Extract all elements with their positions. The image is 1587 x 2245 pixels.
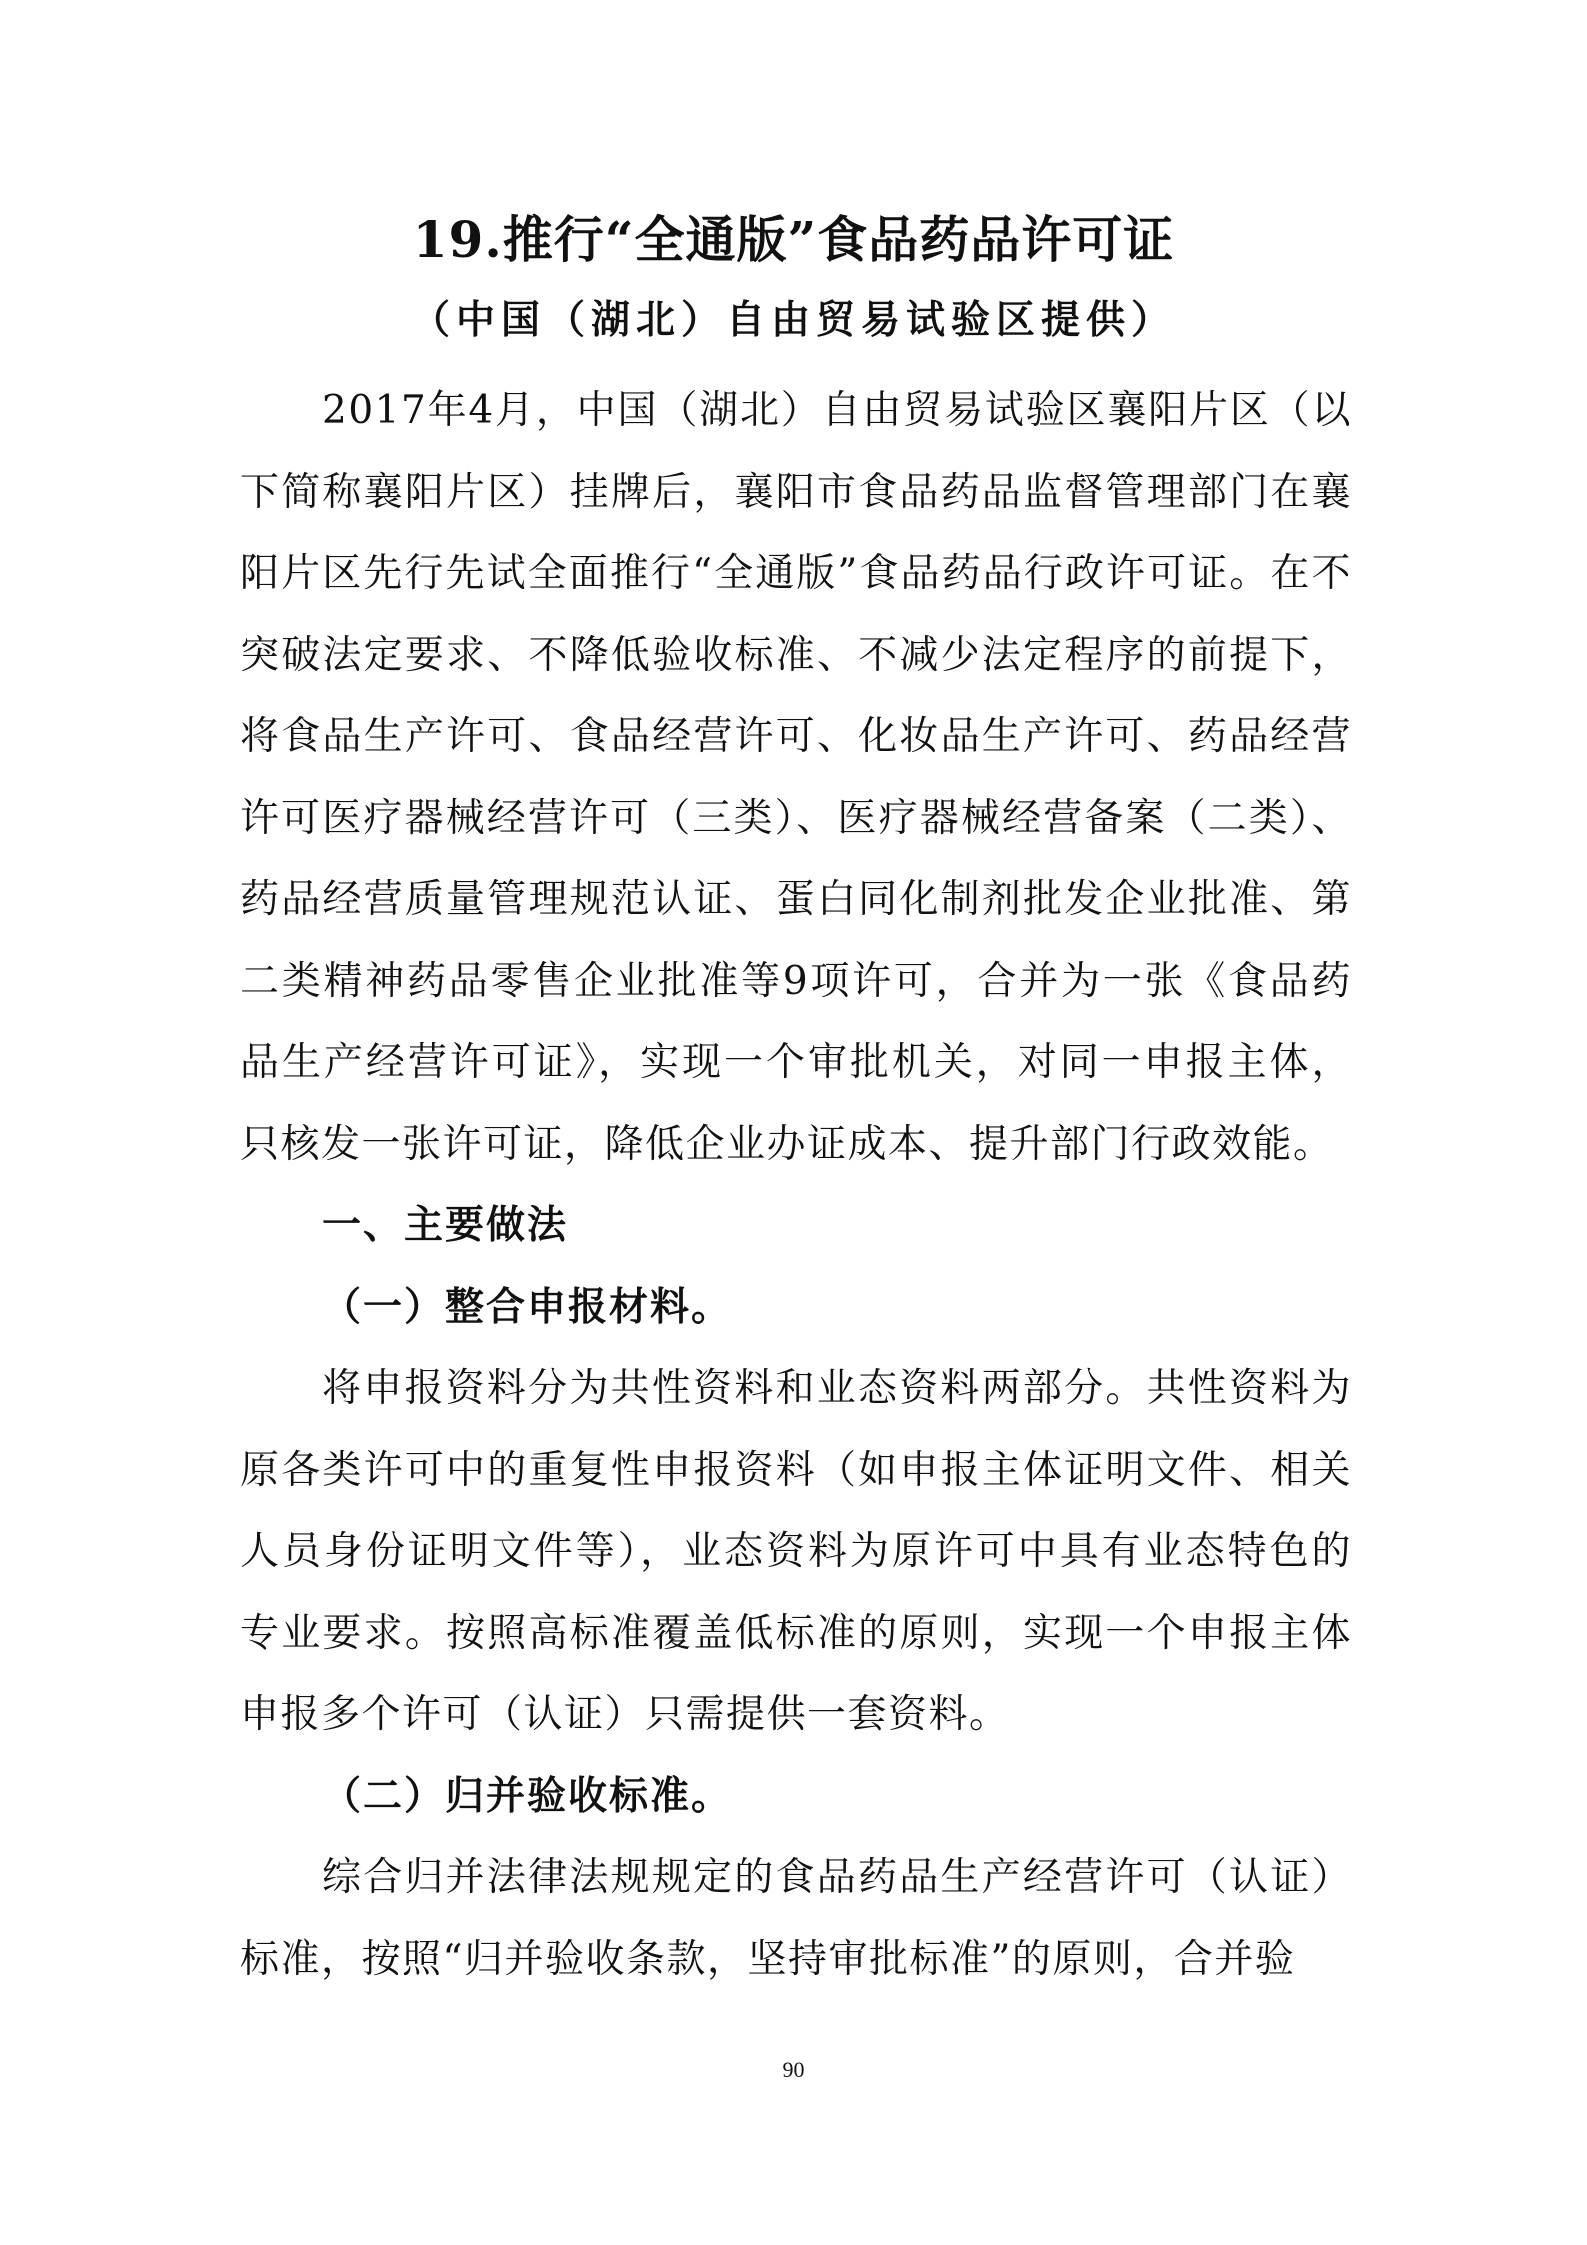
intro-paragraph: 2017年4月，中国（湖北）自由贸易试验区襄阳片区（以下简称襄阳片区）挂牌后，襄阳市食品药品监督管理部门在襄阳片区先行先试全面推行“全通版”食品药品行政许可证。在不突破法定要求、不降低验收标准、不减少法定程序的前提下，将食品生产许可、食品经营许可、化妆品生产许可、药品经营许可医疗器械经营许可（三类）、医疗器械经营备案（二类）、药品经营质量管理规范认证、蛋白同化制剂批发企业批准、第二类精神药品零售企业批准等9项许可，合并为一张《食品药品生产经营许可证》，实现一个审批机关，对同一申报主体，只核发一张许可证，降低企业办证成本、提升部门行政效能。 xyxy=(240,388,1352,1167)
document-body xyxy=(240,370,1352,2000)
subsection-heading-2: （二）归并验收标准。 xyxy=(322,1772,733,1819)
document-subtitle: （中国（湖北）自由贸易试验区提供） xyxy=(410,297,1176,343)
subsection-paragraph-1: 将申报资料分为共性资料和业态资料两部分。共性资料为原各类许可中的重复性申报资料（如申报主体证明文件、相关人员身份证明文件等），业态资料为原许可中具有业态特色的专业要求。按照高标准覆盖低标准的原则，实现一个申报主体申报多个许可（认证）只需提供一套资料。 xyxy=(240,1366,1352,1737)
document-title: 19.推行“全通版”食品药品许可证 xyxy=(412,210,1175,269)
subsection-heading-1: （一）整合申报材料。 xyxy=(322,1283,733,1330)
section-heading-main-practices: 一、主要做法 xyxy=(322,1202,569,1248)
subsection-paragraph-2: 综合归并法律法规规定的食品药品生产经营许可（认证）标准，按照“归并验收条款，坚持审批标准”的原则，合并验 xyxy=(240,1855,1352,1982)
page-number: 90 xyxy=(782,2057,805,2082)
